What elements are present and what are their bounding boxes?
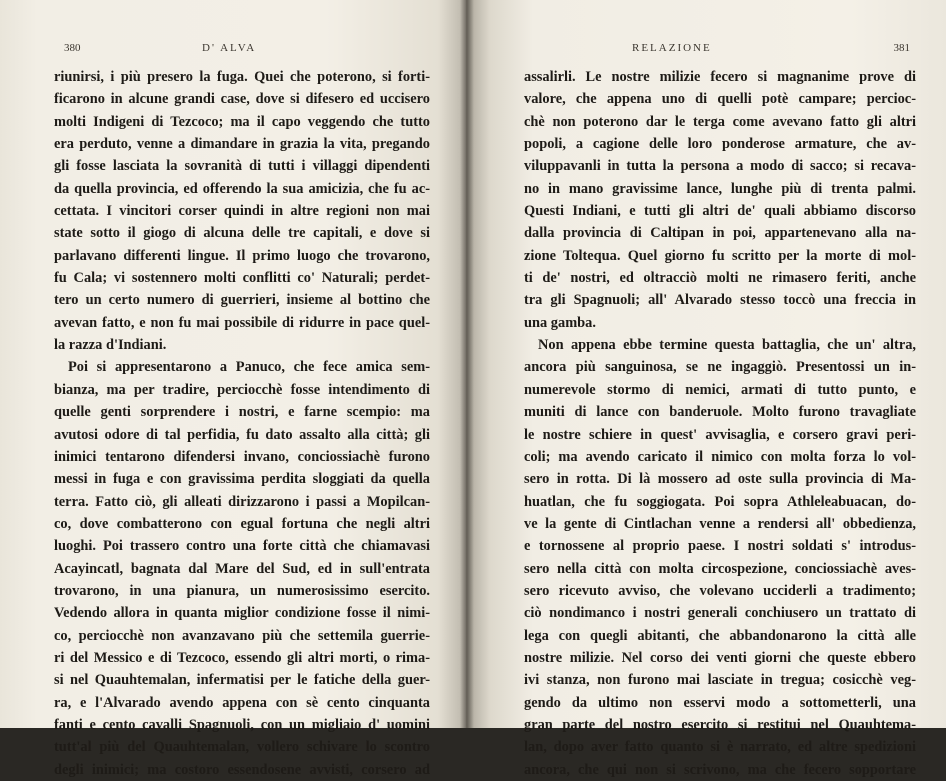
text-line: riunirsi, i più presero la fuga. Quei che poterono, si forti- — [54, 69, 430, 85]
text-line: sero in rotta. Di là mossero ad oste sulla provincia di Ma- — [524, 471, 916, 488]
text-line: assalirli. Le nostre milizie fecero si magnanime prove di — [524, 69, 916, 85]
text-line: ciò nondimanco i nostri generali conchiusero un trattato di — [524, 605, 916, 622]
text-line: valore, che appena uno di quelli potè campare; percioc- — [524, 91, 916, 108]
text-line: molti Indigeni di Tezcoco; ma il capo veggendo che tutto — [54, 113, 430, 130]
text-line: popoli, a cagione delle loro ponderose armature, che av- — [524, 136, 916, 153]
text-line: state sotto il giogo di alcuna delle tre capitali, e dove si — [54, 225, 430, 242]
text-line: gendo da ultimo non esservi modo a sottometterli, una — [524, 694, 916, 711]
text-line: coli; ma avendo caricato il nimico con molta forza lo vol- — [524, 448, 916, 465]
text-line: Questi Indiani, e tutti gli altri de' quali abbiamo discorso — [524, 203, 916, 220]
right-page-header — [524, 40, 916, 62]
text-line: quelle genti sorprendere i nostri, e farne scempio: ma — [54, 404, 430, 421]
text-line: gli fosse lasciata la sovranità di tutti i villaggi dipendenti — [54, 158, 430, 175]
text-line: messi in fuga e con gravissima perdita sloggiati da quella — [54, 471, 430, 488]
text-line: nostre milizie. Nel corso dei venti giorni che queste ebbero — [524, 649, 916, 666]
text-line: parlavano differenti lingue. Il primo luogo che trovarono, — [54, 247, 430, 264]
right-page-body — [524, 66, 916, 781]
text-line: ancora, che qui non si scrivono, ma che fecero sopportare — [524, 761, 916, 778]
text-line: tero un certo numero di guerrieri, insieme al bottino che — [54, 292, 430, 309]
text-line: bianza, ma per tradire, perciocchè fosse intendimento di — [54, 381, 430, 398]
right-page — [466, 0, 946, 778]
text-line: sero nella città con molta circospezione, conciossiachè aves- — [524, 560, 916, 577]
left-page-header — [54, 40, 432, 62]
text-line: fanti e cento cavalli Spagnuoli, con un migliaio d' uomini — [54, 716, 430, 733]
right-page-number: 381 — [893, 42, 910, 54]
left-page — [0, 0, 466, 778]
text-line: ancora più sanguinosa, se ne ingaggiò. Presentossi un in- — [524, 359, 916, 376]
left-page-body — [54, 66, 430, 781]
text-line: luoghi. Poi trassero contro una forte città che chiamavasi — [54, 538, 430, 555]
text-line: ivi stanza, non furono mai lasciate in tregua; cosicchè veg- — [524, 672, 916, 689]
text-line: dalla provincia di Caltipan in poi, appartenevano alla na- — [524, 225, 916, 242]
text-line: lan, dopo aver fatto quanto si è narrato, ed altre spedizioni — [524, 739, 916, 756]
text-line: la razza d'Indiani. — [54, 337, 167, 354]
text-line: ficarono in alcune grandi case, dove si difesero ed uccisero — [54, 91, 430, 108]
left-page-number: 380 — [64, 42, 81, 54]
text-line: e tornossene al proprio paese. I nostri soldati s' introdus- — [524, 538, 916, 555]
text-line: terra. Fatto ciò, gli alleati dirizzarono i passi a Mopilcan- — [54, 493, 430, 510]
text-line: gran parte del nostro esercito si restitui nel Quauhtema- — [524, 716, 916, 733]
text-line: huatlan, che fu soggiogata. Poi sopra Athleleabuacan, do- — [524, 493, 916, 510]
text-line: da quella provincia, ed offerendo la sua amicizia, che fu ac- — [54, 180, 430, 197]
text-line: ti de' nostri, ed oltracciò molti ne rimasero feriti, anche — [524, 270, 916, 287]
text-line: le nostre schiere in quest' avvisaglia, e corsero gravi peri- — [524, 426, 916, 443]
text-line: ra, e l'Alvarado avendo appena con sè cento cinquanta — [54, 694, 430, 711]
text-line: viluppavanli in tutta la persona a modo di sacco; si recava- — [524, 158, 916, 175]
text-line: chè non poterono dar le terga come avevano fatto gli altri — [524, 113, 916, 130]
text-line: era perduto, venne a dimandare in grazia la vita, pregando — [54, 136, 430, 153]
text-line: Poi si appresentarono a Panuco, che fece amica sem- — [68, 359, 430, 376]
text-line: Non appena ebbe termine questa battaglia, che un' altra, — [538, 337, 916, 354]
text-line: Acayincatl, bagnata dal Mare del Sud, ed in sull'entrata — [54, 560, 430, 577]
text-line: fu Cala; vi sostennero molti conflitti co' Naturali; perdet- — [54, 270, 430, 287]
text-line: una gamba. — [524, 314, 596, 331]
text-line: avevan fatto, e non fu mai possibile di ridurre in pace quel- — [54, 314, 430, 331]
text-line: tutt'al più del Quauhtemalan, vollero schivare lo scontro — [54, 739, 430, 756]
text-line: ve la gente di Cintlachan venne a rendersi all' obbedienza, — [524, 515, 916, 532]
text-line: ri del Messico e di Tezcoco, essendo gli altri morti, o rima- — [54, 649, 430, 666]
right-running-head: RELAZIONE — [632, 42, 712, 54]
left-running-head: D' ALVA — [202, 42, 257, 54]
text-line: no in mano gravissime lance, lunghe più di trenta palmi. — [524, 180, 916, 197]
text-line: Vedendo allora in quanta miglior condizione fosse il nimi- — [54, 605, 430, 622]
text-line: sero ricevuto avviso, che volevano ucciderli a tradimento; — [524, 582, 916, 599]
text-line: trovarono, in una pianura, un numerosissimo esercito. — [54, 582, 430, 599]
text-line: cettata. I vincitori corser quindi in altre regioni non mai — [54, 203, 430, 220]
text-line: numerevole stormo di nemici, armati di tutto punto, e — [524, 381, 916, 398]
text-line: tra gli Spagnuoli; all' Alvarado stesso toccò una freccia in — [524, 292, 916, 309]
text-line: si nel Quauhtemalan, infermatisi per le fatiche della guer- — [54, 672, 430, 689]
text-line: co, dove combatterono con egual fortuna che negli altri — [54, 515, 430, 532]
text-line: avutosi odore di tal perfidia, fu dato assalto alla città; gli — [54, 426, 430, 443]
text-line: muniti di lance con banderuole. Molto furono travagliate — [524, 404, 916, 421]
text-line: degli inimici; ma costoro essendosene avvisti, corsero ad — [54, 761, 430, 778]
text-line: co, perciocchè non avanzavano più che settemila guerrie- — [54, 627, 430, 644]
text-line: lega con quegli abitanti, che abbandonarono la città alle — [524, 627, 916, 644]
text-line: inimici tentarono difendersi invano, conciossiachè furono — [54, 448, 430, 465]
text-line: zione Toltequa. Quel giorno fu scritto per la morte di mol- — [524, 247, 916, 264]
